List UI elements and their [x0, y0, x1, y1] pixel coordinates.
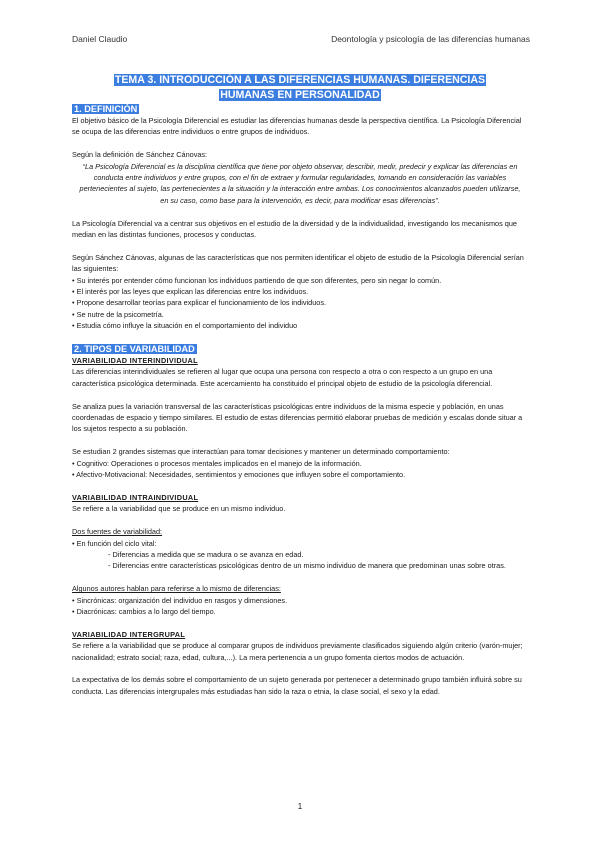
paragraph: Según Sánchez Cánovas, algunas de las características que nos permiten identificar el objeto de estudio de la Psicología Diferencial serían las siguientes: — [72, 252, 524, 274]
paragraph: Se refiere a la variabilidad que se produce en un mismo individuo. — [72, 504, 286, 514]
section-heading-definicion: 1. DEFINICIÓN — [74, 104, 138, 114]
subsection-heading-intergrupal: VARIABILIDAD INTERGRUPAL — [72, 629, 186, 639]
list-item: • Propone desarrollar teorías para explicar el funcionamiento de los individuos. — [72, 298, 327, 308]
paragraph: Según la definición de Sánchez Cánovas: — [72, 150, 208, 160]
header-course: Deontología y psicología de las diferencias humanas — [331, 34, 530, 44]
header-author: Daniel Claudio — [72, 34, 128, 44]
page-number: 1 — [297, 802, 303, 811]
list-item: • Estudia cómo influye la situación en el comportamiento del individuo — [72, 321, 298, 331]
subheading: Algunos autores hablan para referirse a lo mismo de diferencias: — [72, 584, 281, 594]
section-heading-tipos: 2. TIPOS DE VARIABILIDAD — [74, 344, 195, 355]
document-title — [72, 73, 528, 103]
list-item: • Su interés por entender cómo funcionan los individuos partiendo de que son diferentes, pero sin negar lo común. — [72, 275, 442, 285]
list-item: • Cognitivo: Operaciones o procesos mentales implicados en el manejo de la información. — [72, 458, 362, 468]
page-content — [72, 73, 528, 697]
subsection-heading-interindividual: VARIABILIDAD INTERINDIVIDUAL — [72, 356, 198, 366]
title-line-1: TEMA 3. INTRODUCCIÓN A LAS DIFERENCIAS HUMANAS. DIFERENCIAS — [114, 74, 486, 86]
paragraph: Se refiere a la variabilidad que se produce al comparar grupos de individuos previamente clasificados siguiendo algún criterio (varón-mujer; nacionalidad; estrato social; raza, edad, cultura,...). La mera pertenencia a un grupo fomenta ciertos modos de actuación. — [72, 641, 523, 662]
paragraph: La expectativa de los demás sobre el comportamiento de un sujeto generada por pertenecer a determinado grupo también influirá sobre su conducta. Las diferencias intergrupales más estudiadas han sido la raza o etnia, la clase social, el sexo y la edad. — [72, 675, 522, 696]
list-item: • Se nutre de la psicometría. — [72, 309, 164, 319]
paragraph: Las diferencias interindividuales se refieren al lugar que ocupa una persona con respecto a otra o con respecto a un grupo en una característica psicológica determinada. Este acercamiento ha constituido el principal objeto de estudio de la psicología diferencial. — [72, 367, 493, 388]
paragraph: Se estudian 2 grandes sistemas que interactúan para tomar decisiones y mantener un determinado comportamiento: — [72, 447, 450, 457]
list-item: • En función del ciclo vital: — [72, 538, 157, 548]
list-item: • Afectivo-Motivacional: Necesidades, sentimientos y emociones que influyen sobre el comportamiento. — [72, 470, 406, 480]
list-subitem: - Diferencias a medida que se madura o se avanza en edad. — [108, 549, 304, 559]
subsection-heading-intraindividual: VARIABILIDAD INTRAINDIVIDUAL — [72, 492, 199, 502]
list-item: • Diacrónicas: cambios a lo largo del tiempo. — [72, 606, 216, 616]
definition-quote: “La Psicología Diferencial es la disciplina científica que tiene por objeto observar, describir, medir, predecir y explicar las diferencias en conducta entre individuos y entre grupos, con el fin de extraer y formular regularidades, tomando en consideración las variables pertenecientes al sujeto, las pertenecientes a la situación y la interacción entre ambas. Los conocimientos alcanzados pueden utilizarse, en su caso, como base para la intervención, es decir, para modificar esas diferencias”. — [79, 161, 521, 205]
list-subitem: - Diferencias entre características psicológicas dentro de un mismo individuo de manera que predominan unas sobre otras. — [108, 561, 506, 571]
paragraph: Se analiza pues la variación transversal de las características psicológicas entre individuos de la misma especie y población, en unas coordenadas de espacio y tiempo similares. El estudio de estas diferencias permitió elaborar pruebas de medición y escalas donde situar a los sujetos respecto a su población. — [72, 401, 523, 434]
paragraph: La Psicología Diferencial va a centrar sus objetivos en el estudio de la diversidad y de la individualidad, investigando los mecanismos que median en las distintas funciones, procesos y conductas. — [72, 218, 517, 240]
title-line-2: HUMANAS EN PERSONALIDAD — [220, 89, 380, 101]
subheading: Dos fuentes de variabilidad: — [72, 527, 163, 537]
list-item: • El interés por las leyes que explican las diferencias entre los individuos. — [72, 287, 309, 297]
list-item: • Sincrónicas: organización del individuo en rasgos y dimensiones. — [72, 595, 288, 605]
paragraph: El objetivo básico de la Psicología Diferencial es estudiar las diferencias humanas desde la perspectiva científica. La Psicología Diferencial se ocupa de las diferencias entre individuos o entre grupos de individuos. — [72, 116, 522, 137]
